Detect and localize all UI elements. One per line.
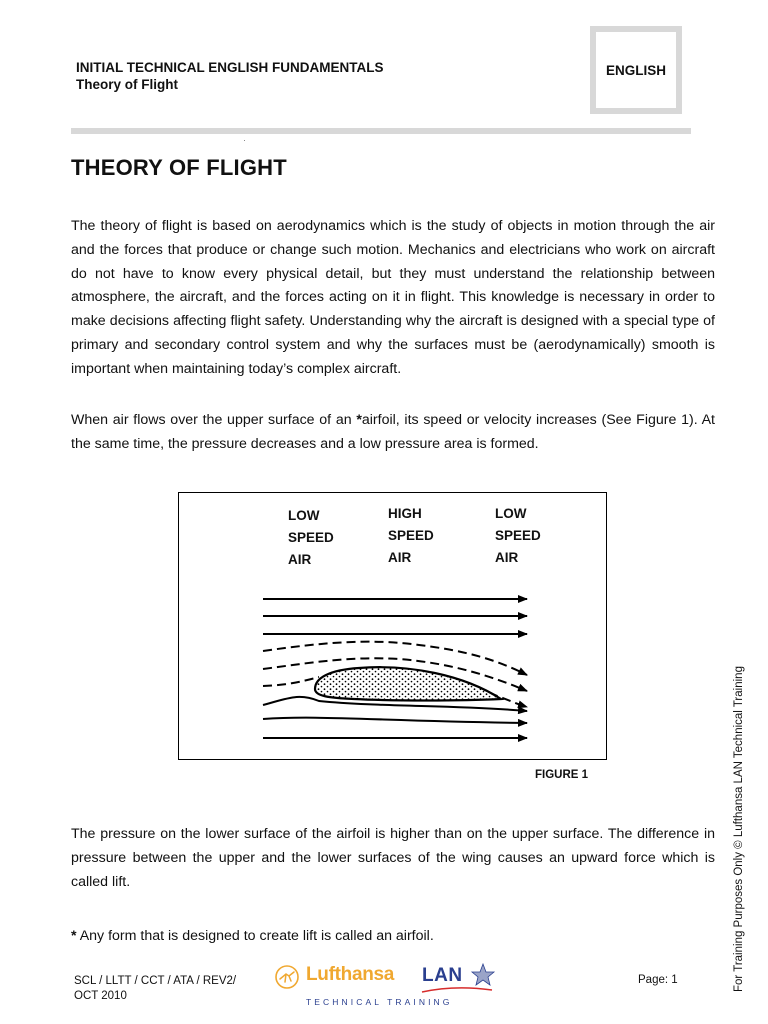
airfoil-figure [178,492,607,760]
label-text: HIGH [388,506,422,521]
airflow-text-start: When air flows over the upper surface of an [71,412,357,428]
airflow-text-end: airfoil, its speed or velocity increases (See Figure 1). At the same time, the pressure decreases and a low pressure area is formed. [71,412,716,452]
streamline-low-2 [263,718,527,723]
label-text: AIR [388,550,412,565]
figure-caption: FIGURE 1 [535,769,589,781]
reference-line2: OCT 2010 [74,990,127,1002]
lufthansa-crane-icon [274,964,300,990]
lufthansa-lan-logo [270,960,500,1012]
stray-dot [244,140,245,141]
paragraph-intro: The theory of flight is based on aerodynamics which is the study of objects in motion through the air and the forces that produce or change such motion. Mechanics and electricians who work on aircraft do not have to know every physical detail, but they must understand the relationship between atmosphere, the aircraft, and the forces acting on it in flight. This knowledge is necessary in order to make decisions affecting flight safety. Understanding why the aircraft is designed with a special type of primary and secondary control system and why the surfaces must be (aerodynamically) smooth is important when maintaining today’s complex aircraft. [71,218,715,377]
page-title: THEORY OF FLIGHT [71,155,287,180]
footnote-marker: * [71,928,77,944]
header-divider [71,128,691,134]
footnote-marker: * [356,412,362,428]
label-text: LOW [288,508,320,523]
copyright-side-note: For Training Purposes Only © Lufthansa LAN Technical Training [733,666,745,992]
label-text: SPEED [495,528,541,543]
language-box [590,26,682,114]
language-label: ENGLISH [605,62,666,78]
label-text: AIR [495,550,519,565]
paragraph-footnote [71,925,715,949]
header-title-line2: Theory of Flight [76,77,178,92]
header-title-line1: INITIAL TECHNICAL ENGLISH FUNDAMENTALS [76,60,384,75]
footnote-text: Any form that is designed to create lift is called an airfoil. [76,928,434,944]
document-header-title [76,59,384,93]
airflow-diagram [179,493,606,759]
paragraph-lift: The pressure on the lower surface of the airfoil is higher than on the upper surface. The difference in pressure between the upper and the lower surfaces of the wing causes an upward force which is called lift. [71,826,715,890]
label-text: SPEED [288,530,334,545]
page-number: Page: 1 [638,974,678,986]
reference-line1: SCL / LLTT / CCT / ATA / REV2/ [74,975,237,987]
document-reference [74,974,236,1004]
label-text: AIR [288,552,312,567]
logo-tagline: TECHNICAL TRAINING [306,997,453,1007]
label-text: SPEED [388,528,434,543]
label-text: LOW [495,506,527,521]
streamline-dashed-3 [263,677,319,686]
logo-lufthansa-text: Lufthansa [306,964,395,985]
lan-star-icon [470,962,496,988]
logo-lan-text: LAN [422,965,463,986]
lan-swoosh-icon [420,986,494,994]
paragraph-airflow [71,409,715,457]
